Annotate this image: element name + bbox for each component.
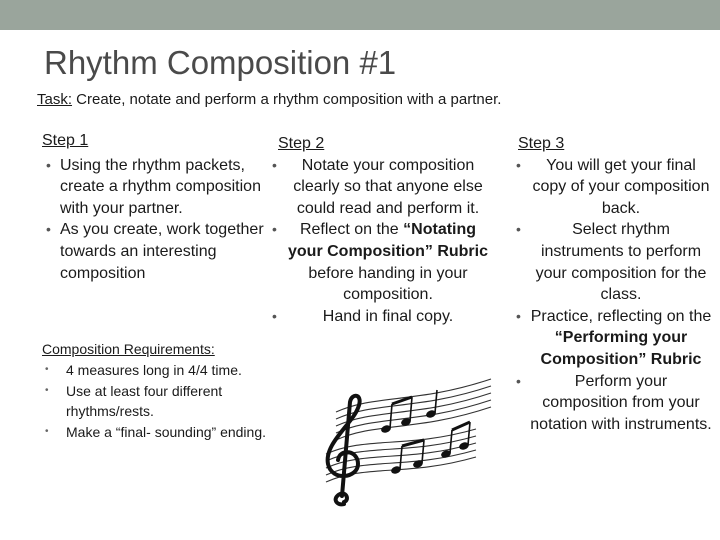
step1-column xyxy=(42,130,267,284)
step2-bullet2-pre: Reflect on the xyxy=(299,221,399,239)
step3-bullet3 xyxy=(530,306,712,371)
list-item xyxy=(512,155,712,220)
step1-heading: Step 1 xyxy=(42,132,89,149)
step2-bullet2 xyxy=(286,219,490,305)
requirements-block xyxy=(42,341,272,442)
step2-list xyxy=(268,155,490,328)
step3-list xyxy=(512,155,712,436)
step3-bullet3-pre: Practice, reflecting on the xyxy=(530,307,712,325)
list-item xyxy=(512,306,712,371)
list-item: • Use at least four different rhythms/rests. xyxy=(42,381,272,422)
step3-column xyxy=(512,133,712,435)
task-label: Task: xyxy=(37,91,73,108)
step2-bullet2-post: before handing in your composition. xyxy=(308,264,468,304)
requirements-heading: Composition Requirements: xyxy=(42,341,215,357)
step2-bullet3: • Hand in final copy. xyxy=(322,307,454,325)
list-item xyxy=(512,219,712,305)
requirements-list xyxy=(42,360,272,442)
task-text: Create, notate and perform a rhythm composition with a partner. xyxy=(72,91,502,108)
step3-bullet4: • Perform your composition from your notation with instruments. xyxy=(530,372,712,433)
performing-rubric-name: “Performing your Composition” Rubric xyxy=(540,329,702,368)
list-item: • 4 measures long in 4/4 time. xyxy=(42,360,272,381)
list-item: • Using the rhythm packets, create a rhythm composition with your partner. xyxy=(42,155,267,220)
treble-clef-music-icon xyxy=(306,374,496,514)
step3-bullet2: • Select rhythm instruments to perform your composition for the class. xyxy=(535,221,707,304)
notating-rubric-name: “Notating your Composition” Rubric xyxy=(288,221,488,260)
slide-title: Rhythm Composition #1 xyxy=(44,44,397,81)
step1-list xyxy=(42,155,267,285)
list-item xyxy=(268,306,490,328)
top-band xyxy=(0,0,720,30)
list-item xyxy=(512,371,712,436)
list-item xyxy=(268,155,490,220)
step2-heading: Step 2 xyxy=(278,135,325,152)
step2-bullet1: • Notate your composition clearly so that anyone else could read and perform it. xyxy=(293,156,483,217)
task-line xyxy=(37,91,501,108)
step3-heading: Step 3 xyxy=(518,135,565,152)
step3-bullet1: • You will get your final copy of your composition back. xyxy=(532,156,710,217)
step2-column xyxy=(268,133,490,327)
list-item: • Make a “final- sounding” ending. xyxy=(42,422,272,443)
list-item: • As you create, work together towards an interesting composition xyxy=(42,219,267,284)
list-item xyxy=(268,219,490,305)
